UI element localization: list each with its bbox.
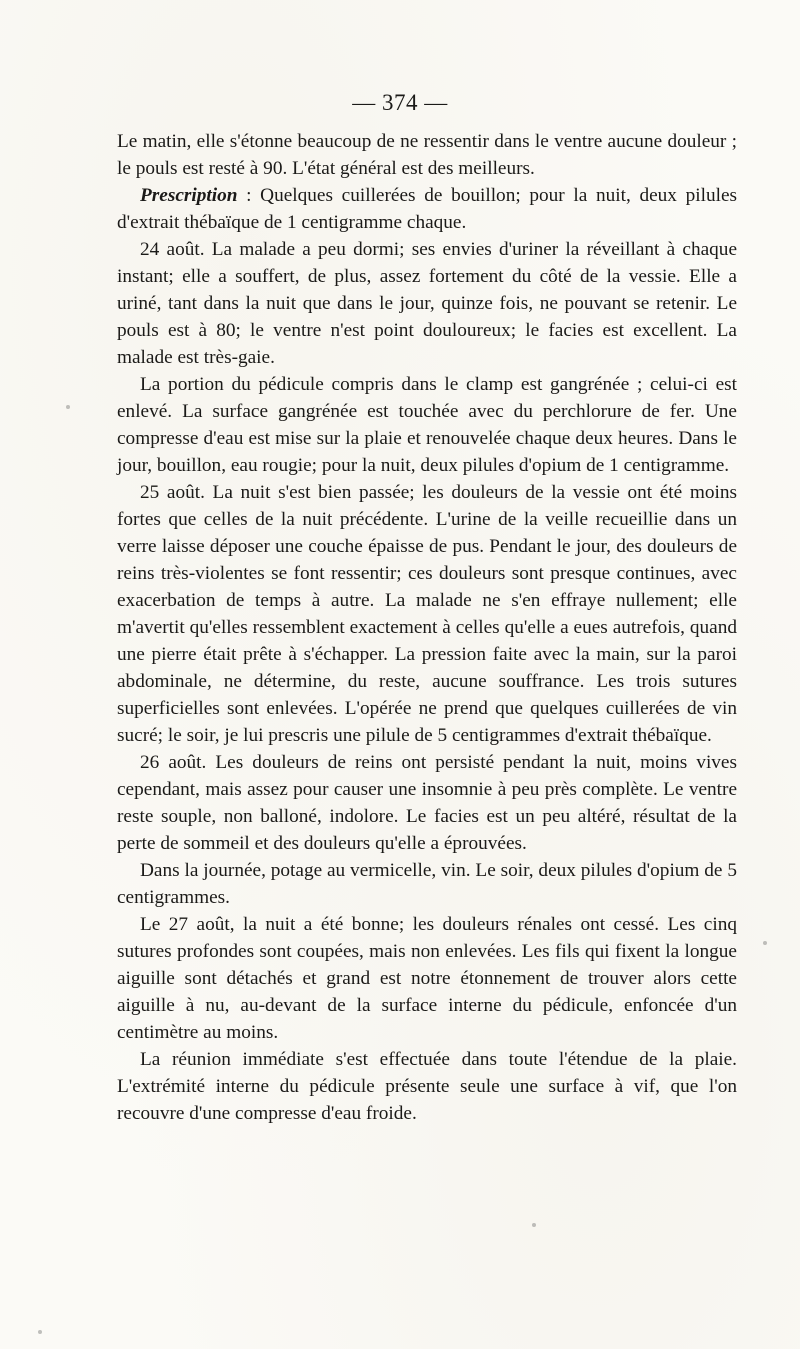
paragraph: 25 août. La nuit s'est bien passée; les douleurs de la vessie ont été moins fortes que celles de la nuit précédente. L'urine de la veille recueillie dans un verre laisse déposer une couche épaisse de pus. Pendant le jour, des douleurs de reins très-violentes se font ressentir; ces douleurs sont presque continues, avec exacerbation de temps à autre. La malade ne s'en effraye nullement; elle m'avertit qu'elles ressemblent exactement à celles qu'elle a eues autrefois, quand une pierre était prête à s'échapper. La pression faite avec la main, sur la paroi abdominale, ne détermine, du reste, aucune souffrance. Les trois sutures superficielles sont enlevées. L'opérée ne prend que quelques cuillerées de vin sucré; le soir, je lui prescris une pilule de 5 centigrammes d'extrait thébaïque. bbox=[117, 482, 737, 746]
paragraph: La portion du pédicule compris dans le clamp est gangrénée ; celui-ci est enlevé. La surface gangrénée est touchée avec du perchlorure de fer. Une compresse d'eau est mise sur la plaie et renouvelée chaque deux heures. Dans le jour, bouillon, eau rougie; pour la nuit, deux pilules d'opium de 1 centigramme. bbox=[117, 374, 737, 476]
paragraph: La réunion immédiate s'est effectuée dans toute l'étendue de la plaie. L'extrémité interne du pédicule présente seule une surface à vif, que l'on recouvre d'une compresse d'eau froide. bbox=[117, 1049, 737, 1124]
paragraph-prescription bbox=[117, 182, 737, 236]
paper-speck bbox=[763, 941, 767, 945]
paragraph: 26 août. Les douleurs de reins ont persisté pendant la nuit, moins vives cependant, mais assez pour causer une insomnie à peu près complète. Le ventre reste souple, non balloné, indolore. Le facies est un peu altéré, résultat de la perte de sommeil et des douleurs qu'elle a éprouvées. bbox=[117, 752, 737, 854]
paper-speck bbox=[532, 1223, 536, 1227]
paragraph: 24 août. La malade a peu dormi; ses envies d'uriner la réveillant à chaque instant; elle a souffert, de plus, assez fortement du côté de la vessie. Elle a uriné, tant dans la nuit que dans le jour, quinze fois, ne pouvant se retenir. Le pouls est à 80; le ventre n'est point douloureux; le facies est excellent. La malade est très-gaie. bbox=[117, 239, 737, 368]
paragraph: Dans la journée, potage au vermicelle, vin. Le soir, deux pilules d'opium de 5 centigrammes. bbox=[117, 860, 737, 908]
paper-speck bbox=[66, 405, 70, 409]
page-body bbox=[117, 128, 737, 1127]
paper-speck bbox=[38, 1330, 42, 1334]
page-number: — 374 — bbox=[352, 90, 448, 115]
paragraph: Le matin, elle s'étonne beaucoup de ne ressentir dans le ventre aucune douleur ; le pouls est resté à 90. L'état général est des meilleurs. bbox=[117, 131, 737, 179]
prescription-text: : Quelques cuillerées de bouillon; pour la nuit, deux pilules d'extrait thébaïque de 1 centigramme chaque. bbox=[117, 185, 737, 233]
paragraph: Le 27 août, la nuit a été bonne; les douleurs rénales ont cessé. Les cinq sutures profondes sont coupées, mais non enlevées. Les fils qui fixent la longue aiguille sont détachés et grand est notre étonnement de trouver alors cette aiguille à nu, au-devant de la surface interne du pédicule, enfoncée d'un centimètre au moins. bbox=[117, 914, 737, 1043]
prescription-label: Prescription bbox=[140, 185, 238, 206]
